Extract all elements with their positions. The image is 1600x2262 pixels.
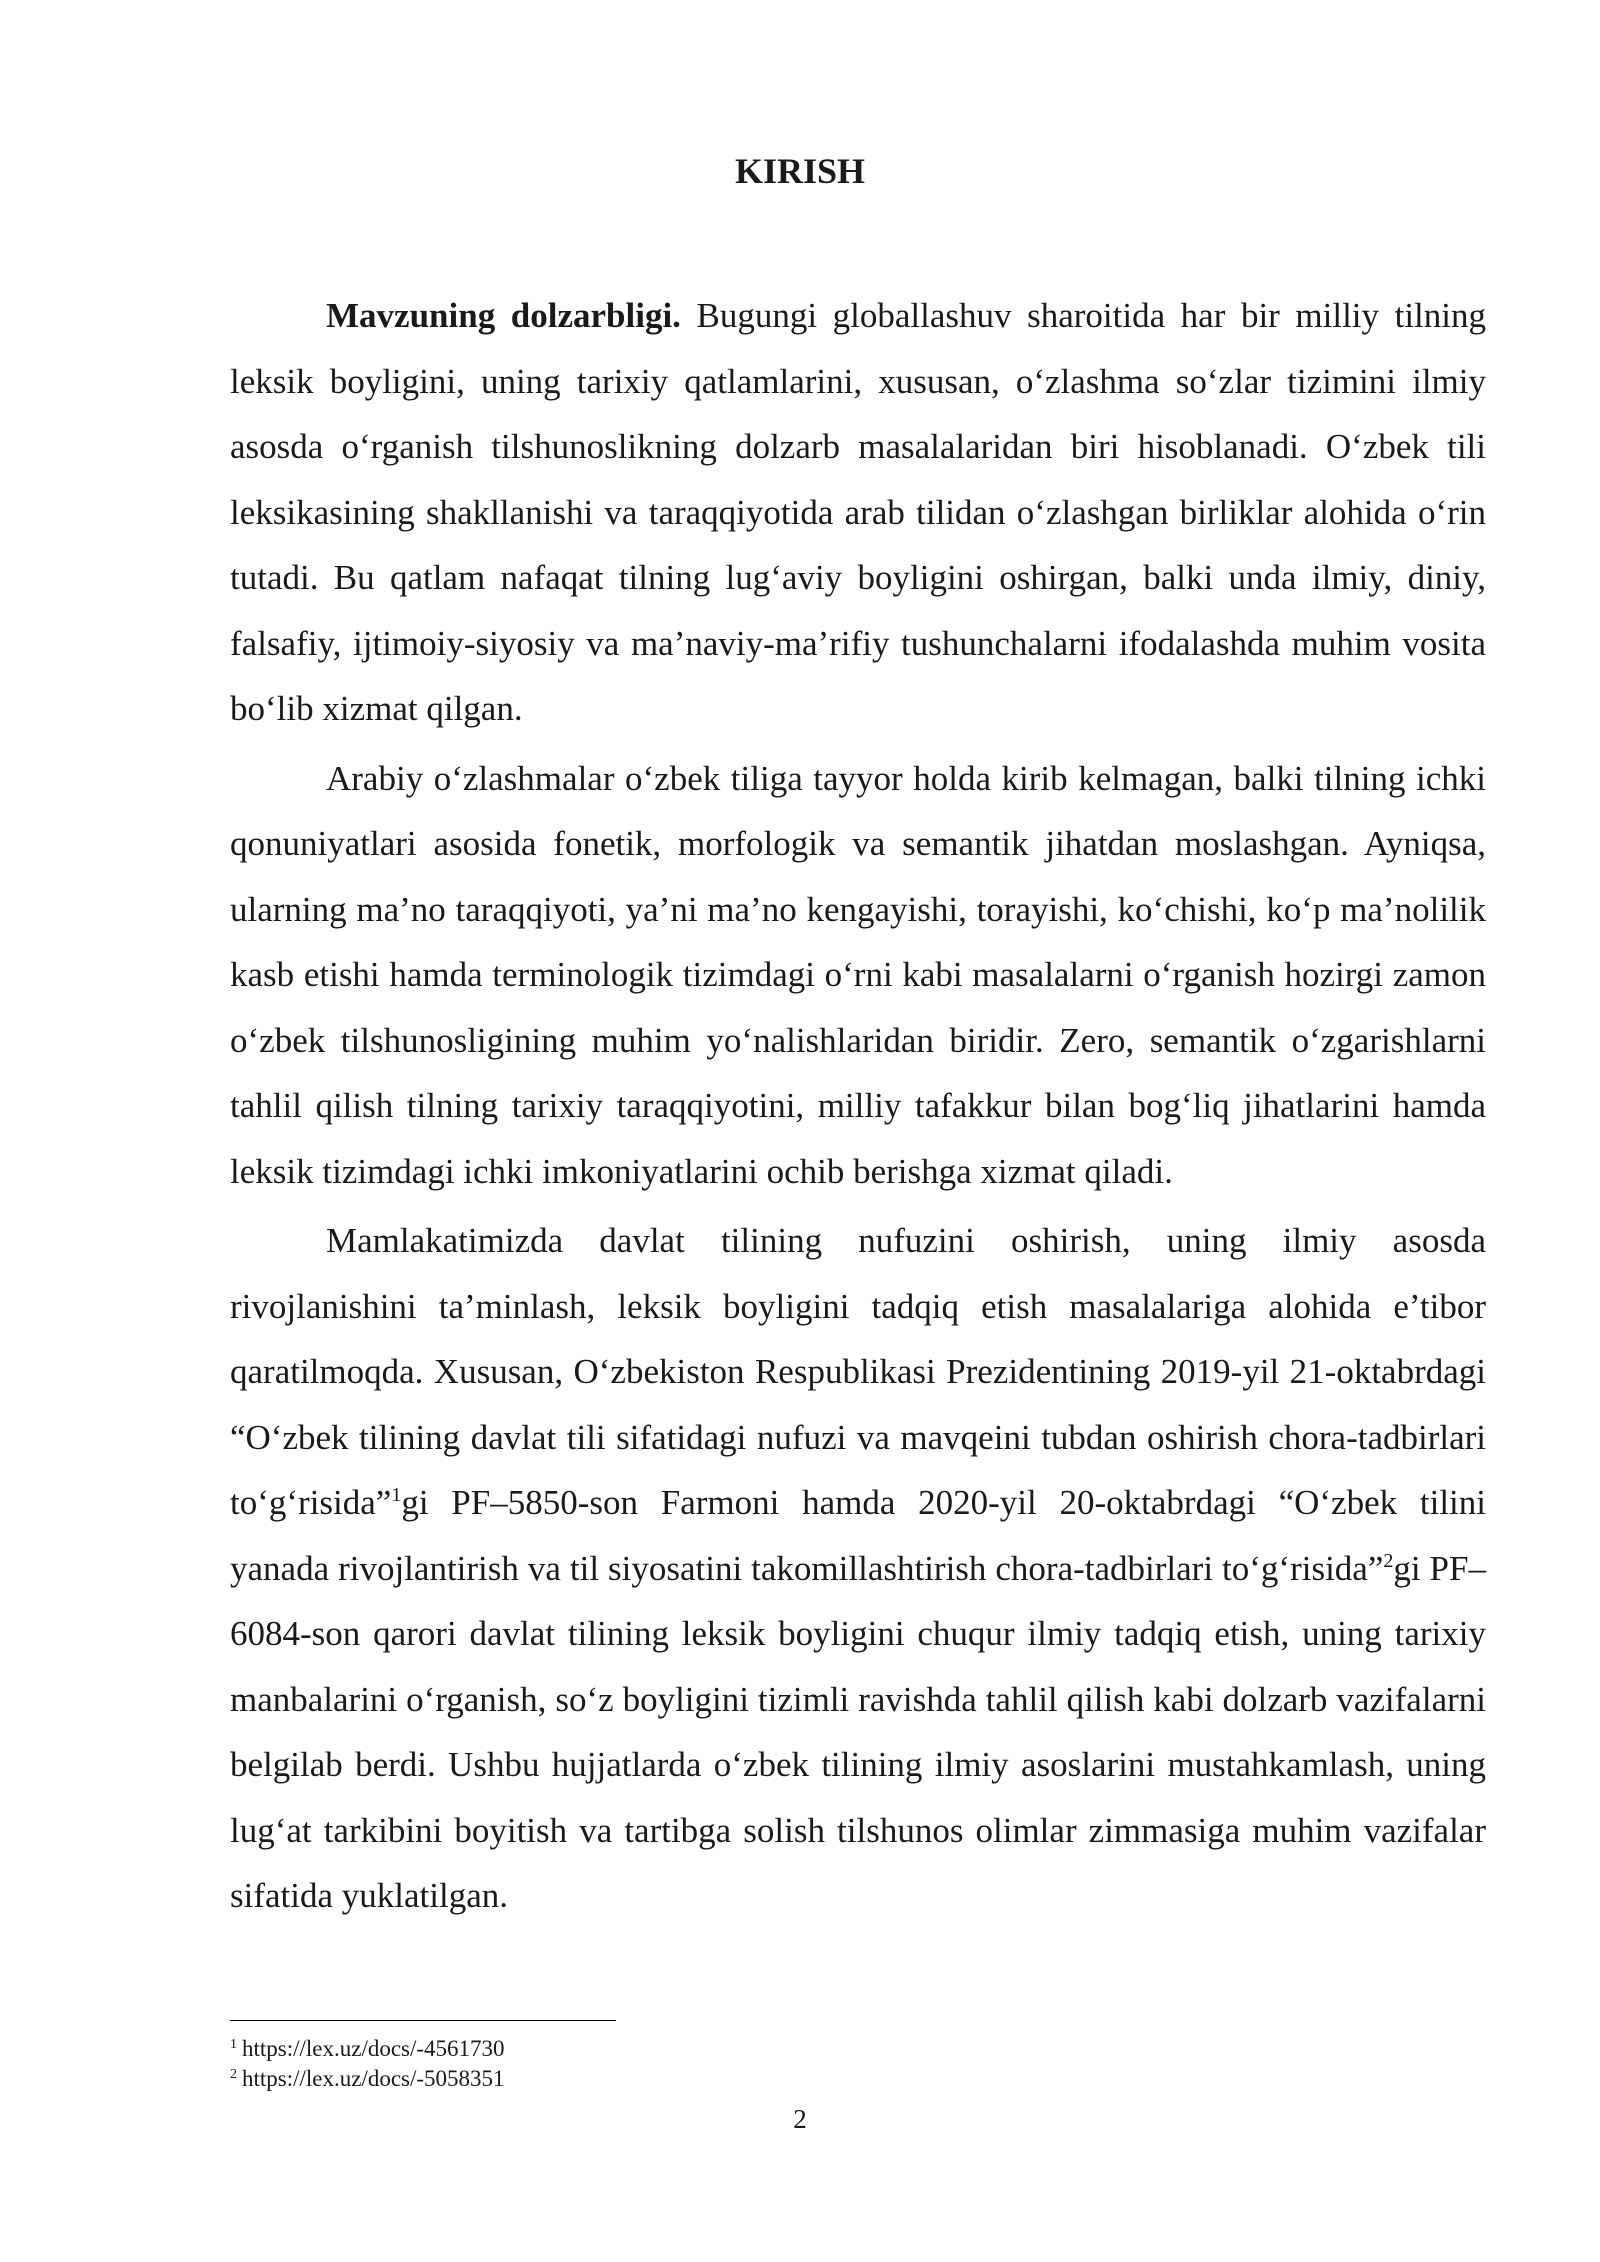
paragraph-text: Bugungi globallashuv sharoitida har bir milliy tilning leksik boyligini, uning tarixiy qatlamlarini, xususan, o‘zlashma so‘zlar tizimini ilmiy asosda o‘rganish tilshunoslikning dolzarb masalalaridan biri hisoblanadi. O‘zbek tili leksikasining shakllanishi va taraqqiyotida arab tilidan o‘zlashgan birliklar alohida o‘rin tutadi. Bu qatlam nafaqat tilning lug‘aviy boyligini oshirgan, balki unda ilmiy, diniy, falsafiy, ijtimoiy-siyosiy va ma’naviy-ma’rifiy tushunchalarni ifodalashda muhim vosita bo‘lib xizmat qilgan. [230, 296, 1486, 728]
section-heading: KIRISH [734, 151, 866, 191]
footnotes [230, 2034, 505, 2094]
paragraph-text-part-1: Mamlakatimizda davlat tilining nufuzini oshirish, uning ilmiy asosda rivojlanishini ta’minlash, leksik boyligini tadqiq etish masalalariga alohida e’tibor qaratilmoqda. Xususan, O‘zbekiston Respublikasi Prezidentining 2019-yil 21-oktabrdagi “O‘zbek tilining davlat tili sifatidagi nufuzi va mavqeini tubdan oshirish chora-tadbirlari to‘g‘risida” [230, 1221, 1486, 1522]
paragraph-text-part-2: gi PF–5850-son Farmoni hamda 2020-yil 20-oktabrdagi “O‘zbek tilini yanada rivojlantirish va til siyosatini takomillashtirish chora-tadbirlari to‘g‘risida” [230, 1483, 1486, 1588]
footnote-link[interactable]: https://lex.uz/docs/-5058351 [242, 2066, 505, 2091]
footnote-mark: 2 [230, 2067, 237, 2082]
paragraph-text-part-3: gi PF–6084-son qarori davlat tilining leksik boyligini chuqur ilmiy tadqiq etish, uning tarixiy manbalarini o‘rganish, so‘z boyligini tizimli ravishda tahlil qilish kabi dolzarb vazifalarni belgilab berdi. Ushbu hujjatlarda o‘zbek tilining ilmiy asoslarini mustahkamlash, uning lug‘at tarkibini boyitish va tartibga solish tilshunos olimlar zimmasiga muhim vazifalar sifatida yuklatilgan. [230, 1548, 1486, 1915]
footnote-ref-1[interactable]: 1 [391, 1484, 402, 1506]
footnote-ref-2[interactable]: 2 [1383, 1549, 1394, 1572]
paragraph-arabic-loanwords [230, 746, 1486, 1205]
footnote-2 [230, 2064, 505, 2094]
paragraph-lead: Mavzuning dolzarbligi. [326, 296, 681, 335]
paragraph-relevance [230, 283, 1486, 742]
footnote-divider [230, 2020, 616, 2021]
footnote-1 [230, 2034, 505, 2064]
footnote-link[interactable]: https://lex.uz/docs/-4561730 [242, 2036, 505, 2061]
paragraph-state-language [230, 1208, 1486, 1929]
footnote-mark: 1 [230, 2037, 237, 2052]
body-text [230, 283, 1486, 1933]
page-number: 2 [793, 2104, 807, 2134]
paragraph-text: Arabiy o‘zlashmalar o‘zbek tiliga tayyor holda kirib kelmagan, balki tilning ichki qonuniyatlari asosida fonetik, morfologik va semantik jihatdan moslashgan. Ayniqsa, ularning ma’no taraqqiyoti, ya’ni ma’no kengayishi, torayishi, ko‘chishi, ko‘p ma’nolilik kasb etishi hamda terminologik tizimdagi o‘rni kabi masalalarni o‘rganish hozirgi zamon o‘zbek tilshunosligining muhim yo‘nalishlaridan biridir. Zero, semantik o‘zgarishlarni tahlil qilish tilning tarixiy taraqqiyotini, milliy tafakkur bilan bog‘liq jihatlarini hamda leksik tizimdagi ichki imkoniyatlarini ochib berishga xizmat qiladi. [230, 758, 1486, 1191]
